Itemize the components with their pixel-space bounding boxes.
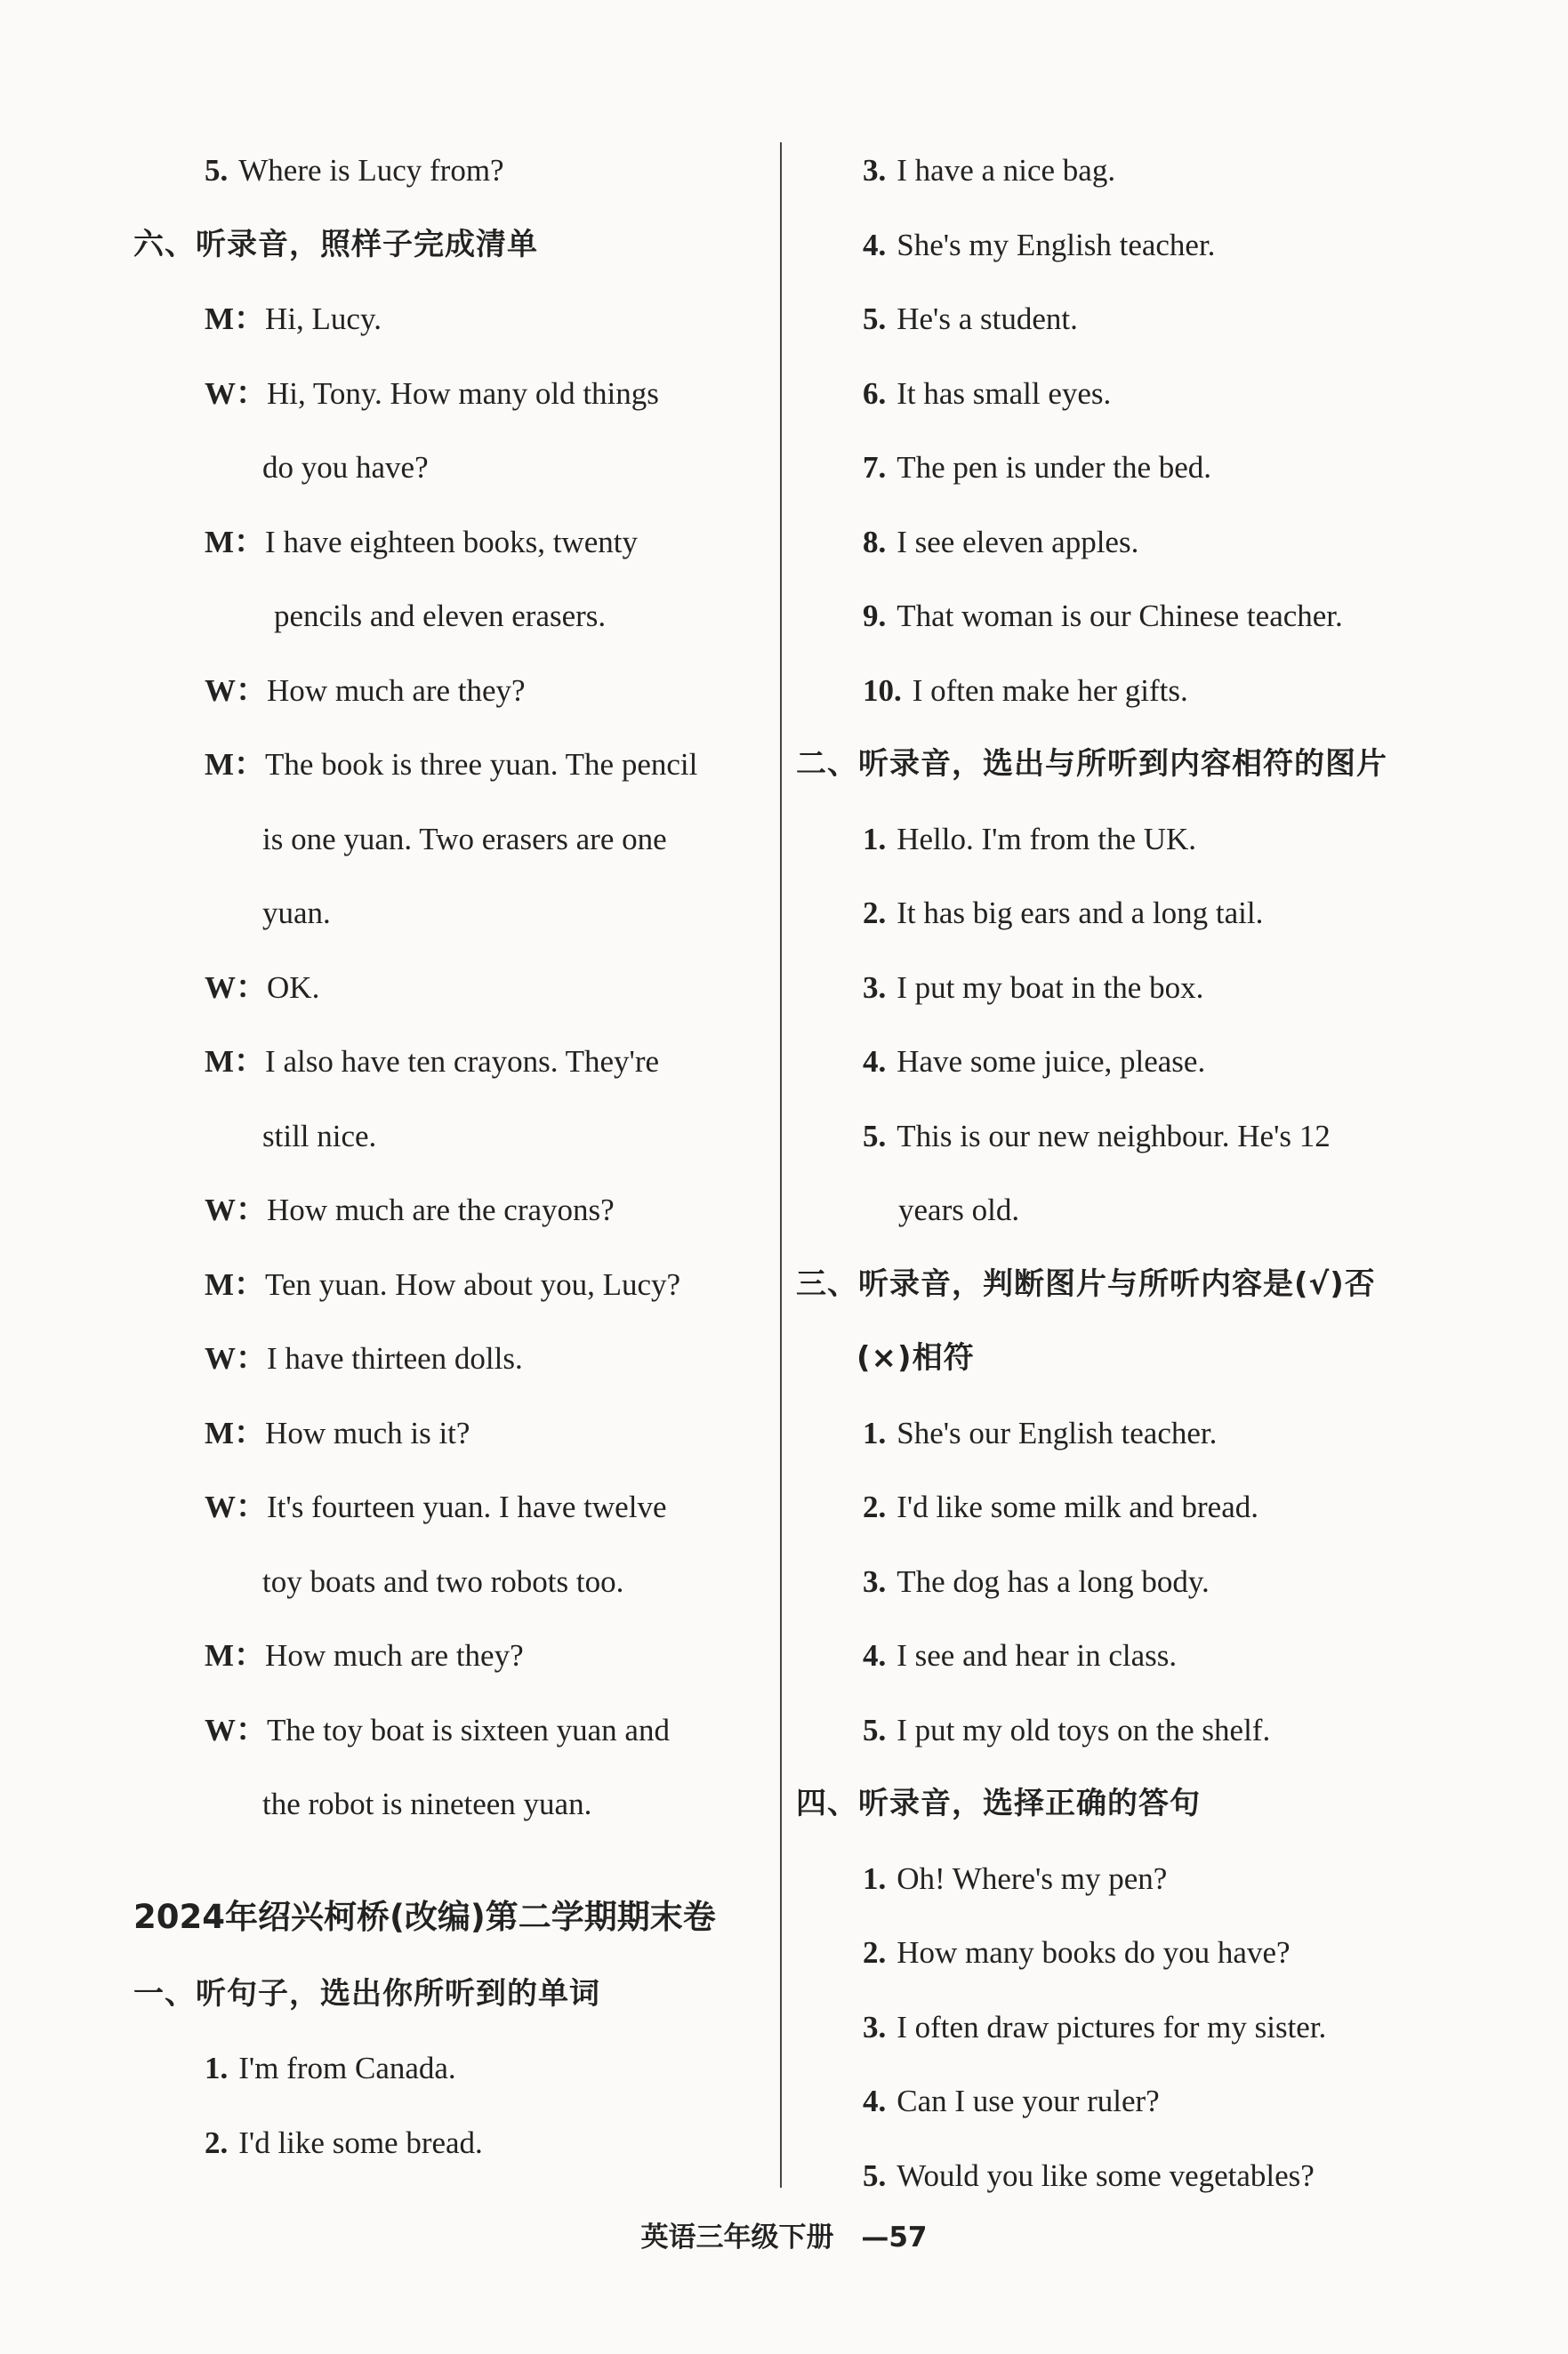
- dialogue-line: M：The book is three yuan. The pencil is one yuan. Two erasers are one yuan.: [205, 747, 698, 930]
- dialogue-line: W：OK.: [205, 969, 320, 1005]
- list-item: 5. Where is Lucy from?: [205, 153, 504, 188]
- section-heading: 二、听录音，选出与所听到内容相符的图片: [796, 746, 1387, 782]
- list-item: 5. I put my old toys on the shelf.: [863, 1712, 1271, 1747]
- left-column: [133, 133, 760, 2180]
- dialogue-line: W：Hi, Tony. How many old things do you have?: [205, 375, 659, 485]
- list-item: 3. I have a nice bag.: [863, 153, 1116, 188]
- section-heading-cont: (×)相符: [856, 1340, 975, 1376]
- list-item: 9. That woman is our Chinese teacher.: [863, 599, 1343, 633]
- dialogue-line: W：The toy boat is sixteen yuan and the robot is nineteen yuan.: [205, 1712, 670, 1821]
- dialogue-line: W：How much are they?: [205, 672, 526, 708]
- list-item: 4. Can I use your ruler?: [863, 2084, 1160, 2118]
- dialogue-line: W：How much are the crayons?: [205, 1193, 615, 1227]
- list-item: 4. She's my English teacher.: [863, 227, 1216, 262]
- list-item: 2. I'd like some milk and bread.: [863, 1490, 1259, 1524]
- dialogue-line: M：Ten yuan. How about you, Lucy?: [205, 1266, 681, 1302]
- section-heading: 六、听录音，照样子完成清单: [133, 226, 538, 262]
- list-item: 10. I often make her gifts.: [863, 672, 1188, 708]
- page-footer: [0, 2214, 1568, 2254]
- list-item: 4. Have some juice, please.: [863, 1044, 1206, 1079]
- column-divider: [780, 142, 782, 2188]
- dialogue-line: W：It's fourteen yuan. I have twelve toy boats and two robots too.: [205, 1490, 667, 1599]
- list-item: 1. I'm from Canada.: [205, 2051, 456, 2085]
- dialogue-line: M：I also have ten crayons. They're still nice.: [205, 1044, 660, 1153]
- exam-title: 2024年绍兴柯桥(改编)第二学期期末卷: [133, 1897, 716, 1936]
- dialogue-line: M：I have eighteen books, twenty pencils and eleven erasers.: [205, 524, 638, 633]
- dialogue-line: M：How much is it?: [205, 1415, 470, 1450]
- list-item: 5. He's a student.: [863, 301, 1078, 336]
- dialogue-line: M：How much are they?: [205, 1638, 524, 1673]
- right-column: [796, 133, 1436, 2213]
- list-item: 4. I see and hear in class.: [863, 1638, 1178, 1673]
- list-item: 2. How many books do you have?: [863, 1935, 1291, 1970]
- list-item: 2. It has big ears and a long tail.: [863, 896, 1264, 930]
- list-item: 8. I see eleven apples.: [863, 524, 1139, 559]
- list-item: 5. Would you like some vegetables?: [863, 2157, 1315, 2193]
- dialogue-line: M：Hi, Lucy.: [205, 301, 382, 336]
- list-item: 3. I put my boat in the box.: [863, 969, 1204, 1005]
- page-number: —57: [861, 2221, 928, 2254]
- footer-book-title: 英语三年级下册: [640, 2221, 834, 2254]
- section-heading: 一、听句子，选出你所听到的单词: [133, 1975, 600, 2012]
- list-item: 2. I'd like some bread.: [205, 2125, 483, 2160]
- section-heading: 三、听录音，判断图片与所听内容是(√)否: [796, 1265, 1376, 1302]
- list-item: 1. She's our English teacher.: [863, 1415, 1218, 1450]
- list-item: 1. Hello. I'm from the UK.: [863, 821, 1197, 856]
- list-item: 7. The pen is under the bed.: [863, 450, 1212, 485]
- list-item: 3. I often draw pictures for my sister.: [863, 2009, 1327, 2045]
- list-item: 5. This is our new neighbour. He's 12 years old.: [863, 1118, 1331, 1227]
- list-item: 3. The dog has a long body.: [863, 1563, 1210, 1599]
- list-item: 6. It has small eyes.: [863, 375, 1112, 411]
- section-heading: 四、听录音，选择正确的答句: [796, 1786, 1201, 1821]
- list-item: 1. Oh! Where's my pen?: [863, 1860, 1168, 1896]
- dialogue-line: W：I have thirteen dolls.: [205, 1341, 523, 1376]
